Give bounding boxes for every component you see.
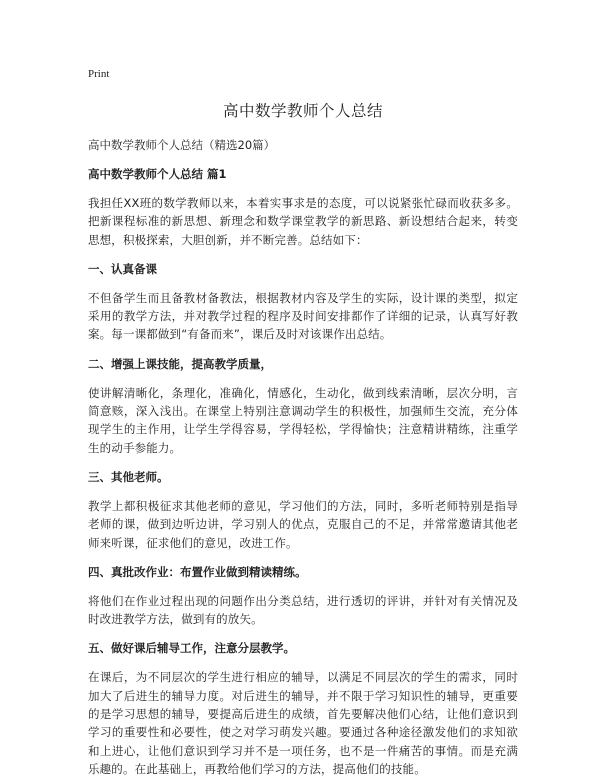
intro-paragraph: 我担任XX班的数学教师以来，本着实事求是的态度，可以说紧张忙碌而收获多多。把新课程标准的新思想、新理念和数学课堂教学的新思路、新设想结合起来，转变思想，积极探索，大胆创新，并不断完善。总结如下： bbox=[88, 196, 518, 247]
section-heading-3: 三、其他老师。 bbox=[88, 469, 169, 484]
part-title: 高中数学教师个人总结 篇1 bbox=[88, 167, 227, 181]
section-body-4: 将他们在作业过程出现的问题作出分类总结，进行透切的评讲，并针对有关情况及时改进教学方法，做到有的放矢。 bbox=[88, 593, 518, 627]
section-heading-2: 二、增强上课技能，提高教学质量， bbox=[88, 356, 272, 371]
section-heading-5: 五、做好课后辅导工作，注意分层教学。 bbox=[88, 641, 295, 656]
document-subtitle: 高中数学教师个人总结（精选20篇） bbox=[88, 138, 276, 152]
page-title: 高中数学教师个人总结 bbox=[222, 102, 383, 120]
print-link[interactable]: Print bbox=[88, 68, 110, 80]
section-heading-4: 四、真批改作业：布置作业做到精读精练。 bbox=[88, 564, 307, 579]
section-body-3: 教学上都积极征求其他老师的意见，学习他们的方法，同时，多听老师特别是指导老师的课，做到边听边讲，学习别人的优点，克服自己的不足，并常常邀请其他老师来听课，征求他们的意见，改进工作。 bbox=[88, 498, 518, 550]
section-body-1: 不但备学生而且备教材备教法，根据教材内容及学生的实际，设计课的类型，拟定采用的教学方法，并对教学过程的程序及时间安排都作了详细的记录，认真写好教案。每一课都做到“有备而来”，课后及时对该课作出总结。 bbox=[88, 290, 518, 342]
section-body-2: 使讲解清晰化，条理化，准确化，情感化，生动化，做到线索清晰，层次分明，言简意赅，深入浅出。在课堂上特别注意调动学生的积极性，加强师生交流，充分体现学生的主作用，让学生学得容易，学得轻松，学得愉快；注意精讲精练，注重学生的动手参能力。 bbox=[88, 385, 518, 455]
document-page bbox=[88, 66, 518, 778]
section-heading-1: 一、认真备课 bbox=[88, 261, 157, 276]
section-body-5: 在课后，为不同层次的学生进行相应的辅导，以满足不同层次的学生的需求，同时加大了后进生的辅导力度。对后进生的辅导，并不限于学习知识性的辅导，更重要的是学习思想的辅导，要提高后进生的成绩，首先要解决他们心结，让他们意识到学习的重要性和必要性，使之对学习萌发兴趣。要通过各种途径激发他们的求知欲和上进心，让他们意识到学习并不是一项任务，也不是一件痛苦的事情。而是充满乐趣的。在此基础上，再教给他们学习的方法，提高他们的技能。 bbox=[88, 670, 518, 776]
